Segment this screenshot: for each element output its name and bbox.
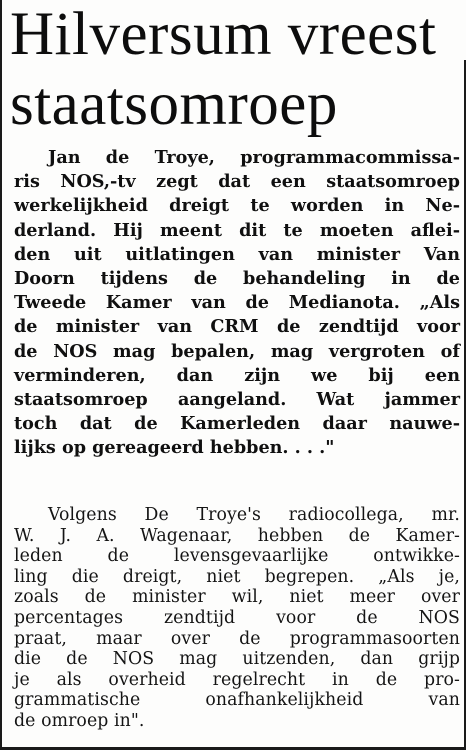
lead-line: staatsomroep aangeland. Wat jammer bbox=[14, 389, 460, 411]
lead-line: de minister van CRM de zendtijd voor bbox=[14, 316, 460, 338]
clipping-border-left bbox=[0, 0, 2, 750]
lead-line: toch dat de Kamerleden daar nauwe- bbox=[14, 413, 460, 435]
body-line: percentages zendtijd voor de NOS bbox=[14, 607, 460, 628]
headline-line: Hilversum vreest bbox=[10, 1, 437, 68]
lead-line: derland. Hij meent dit te moeten aflei- bbox=[14, 219, 460, 241]
headline-line: staatsomroep bbox=[10, 71, 338, 138]
body-line: ling die dreigt, niet begrepen. „Als je, bbox=[14, 566, 460, 587]
body-line: praat, maar over de programmasoorten bbox=[14, 628, 460, 649]
article-body-paragraph bbox=[14, 505, 460, 732]
article-headline bbox=[10, 0, 460, 140]
lead-line: den uit uitlatingen van minister Van bbox=[14, 243, 460, 265]
lead-line: verminderen, dan zijn we bij een bbox=[14, 364, 460, 386]
lead-line: lijks op gereageerd hebben. . . ." bbox=[14, 437, 335, 459]
lead-line: Jan de Troye, programmacommissa- bbox=[48, 147, 460, 168]
body-line: de omroep in". bbox=[14, 710, 145, 731]
body-line: zoals de minister wil, niet meer over bbox=[14, 587, 460, 608]
article-lead-paragraph bbox=[14, 146, 460, 461]
lead-line: Tweede Kamer van de Medianota. „Als bbox=[14, 292, 460, 314]
lead-line: werkelijkheid dreigt te worden in Ne- bbox=[14, 195, 460, 217]
lead-line: de NOS mag bepalen, mag vergroten of bbox=[14, 340, 460, 362]
lead-line: Doorn tijdens de behandeling in de bbox=[14, 268, 460, 290]
body-line: leden de levensgevaarlijke ontwikke- bbox=[14, 546, 460, 567]
body-line: je als overheid regelrecht in de pro- bbox=[14, 669, 460, 690]
body-line: W. J. A. Wagenaar, hebben de Kamer- bbox=[14, 525, 460, 546]
body-line: grammatische onafhankelijkheid van bbox=[14, 690, 460, 711]
body-line: Volgens De Troye's radiocollega, mr. bbox=[48, 505, 460, 525]
body-line: die de NOS mag uitzenden, dan grijp bbox=[14, 649, 460, 670]
lead-line: ris NOS,-tv zegt dat een staatsomroep bbox=[14, 171, 460, 193]
